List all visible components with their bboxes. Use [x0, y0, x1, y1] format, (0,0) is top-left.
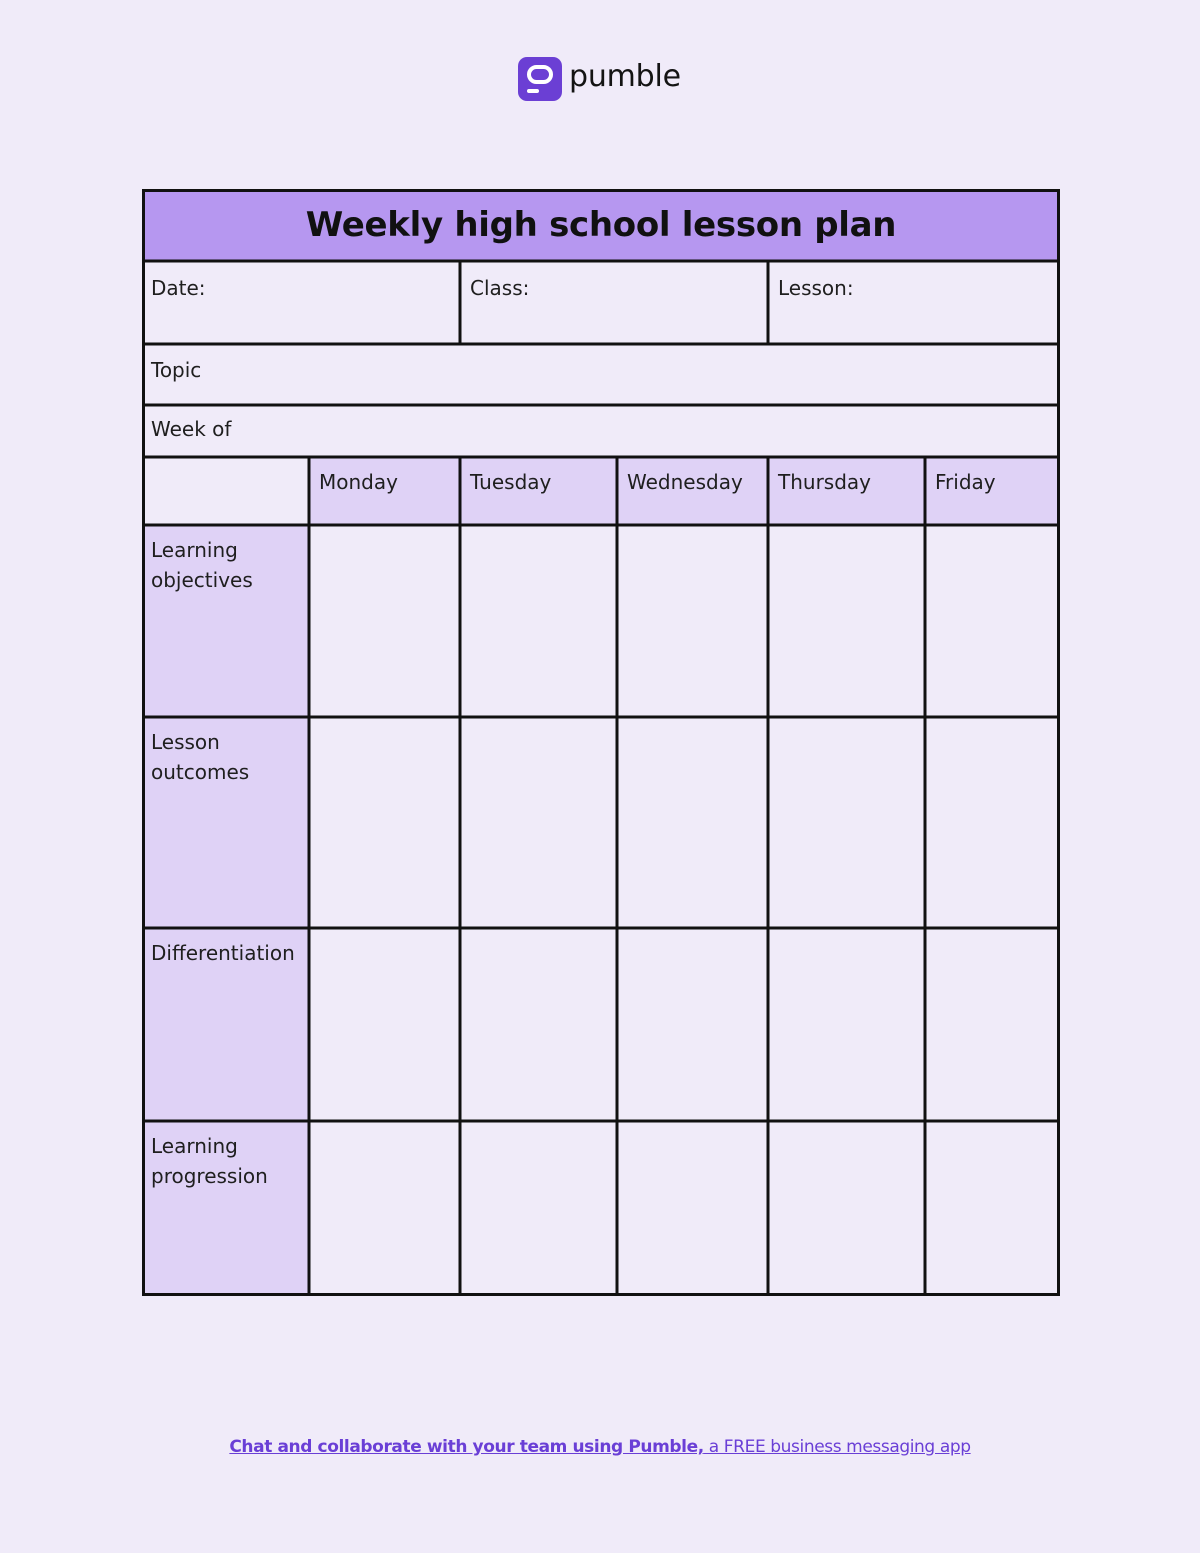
plan-cell[interactable] [768, 525, 925, 717]
footer-promo [0, 1437, 1200, 1457]
corner-cell [142, 457, 309, 525]
plan-cell[interactable] [925, 928, 1060, 1121]
plan-cell[interactable] [768, 717, 925, 928]
row-label-line: Learning [151, 1134, 238, 1158]
lesson-plan-table [142, 189, 1060, 1296]
row-header-lesson-outcomes [142, 717, 309, 928]
plan-title: Weekly high school lesson plan [142, 189, 1060, 261]
day-header-friday: Friday [925, 457, 1060, 525]
day-header-thursday: Thursday [768, 457, 925, 525]
brand-name: pumble [569, 59, 681, 94]
plan-cell[interactable] [309, 1121, 460, 1295]
row-header-learning-objectives [142, 525, 309, 717]
class-field[interactable] [460, 261, 768, 344]
plan-cell[interactable] [460, 928, 617, 1121]
row-label-line: progression [151, 1164, 268, 1188]
topic-label: Topic [151, 358, 202, 382]
day-header-tuesday: Tuesday [460, 457, 617, 525]
plan-cell[interactable] [309, 928, 460, 1121]
promo-link-rest: a FREE business messaging app [703, 1437, 971, 1457]
plan-cell[interactable] [617, 928, 768, 1121]
row-label-line: Lesson [151, 730, 220, 754]
plan-cell[interactable] [768, 1121, 925, 1295]
plan-cell[interactable] [309, 717, 460, 928]
week-of-field[interactable] [142, 405, 1060, 457]
date-label: Date: [151, 276, 206, 300]
lesson-field[interactable] [768, 261, 1060, 344]
plan-cell[interactable] [617, 717, 768, 928]
week-of-label: Week of [151, 417, 232, 441]
day-header-monday: Monday [309, 457, 460, 525]
plan-cell[interactable] [925, 525, 1060, 717]
plan-cell[interactable] [309, 525, 460, 717]
row-header-learning-progression [142, 1121, 309, 1295]
topic-field[interactable] [142, 344, 1060, 405]
pumble-logo [518, 56, 681, 102]
plan-cell[interactable] [617, 525, 768, 717]
plan-cell[interactable] [768, 928, 925, 1121]
row-header-differentiation [142, 928, 309, 1121]
plan-cell[interactable] [925, 1121, 1060, 1295]
class-label: Class: [470, 276, 530, 300]
pumble-logo-icon [518, 57, 562, 101]
row-label-line: Learning [151, 538, 238, 562]
plan-cell[interactable] [460, 525, 617, 717]
row-label-line: objectives [151, 568, 253, 592]
plan-cell[interactable] [617, 1121, 768, 1295]
plan-cell[interactable] [460, 1121, 617, 1295]
row-label-line: Differentiation [151, 941, 295, 965]
row-label-line: outcomes [151, 760, 250, 784]
promo-link-bold: Chat and collaborate with your team using Pumble, [229, 1437, 704, 1457]
lesson-label: Lesson: [778, 276, 854, 300]
pumble-promo-link[interactable] [229, 1437, 970, 1457]
plan-cell[interactable] [925, 717, 1060, 928]
day-header-wednesday: Wednesday [617, 457, 768, 525]
plan-cell[interactable] [460, 717, 617, 928]
date-field[interactable] [142, 261, 460, 344]
